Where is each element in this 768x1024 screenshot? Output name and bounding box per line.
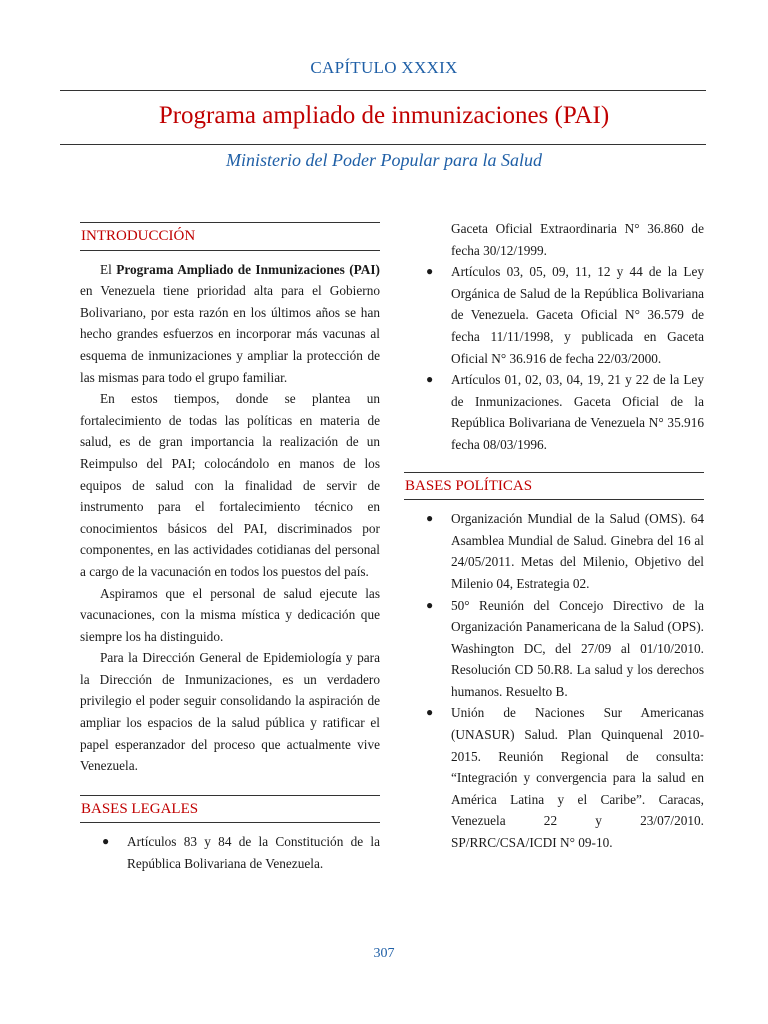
right-column	[404, 218, 704, 854]
political-list	[404, 508, 704, 854]
page-title: Programa ampliado de inmunizaciones (PAI)	[158, 102, 610, 129]
bullet-icon: ●	[426, 264, 434, 279]
bullet-icon: ●	[426, 511, 434, 526]
header-rule-top	[60, 90, 706, 91]
intro-paragraph-3: Aspiramos que el personal de salud ejecute las vacunaciones, con la misma mística y dedicación que siempre los ha distinguido.	[80, 585, 380, 644]
list-item: ● Artículos 01, 02, 03, 04, 19, 21 y 22 de la Ley de Inmunizaciones. Gaceta Oficial de la República Bolivariana de Venezuela N° 35.916 fecha 08/03/1996.	[404, 369, 704, 455]
legal-item-continuation: Gaceta Oficial Extraordinaria N° 36.860 de fecha 30/12/1999.	[451, 221, 704, 258]
intro-heading: INTRODUCCIÓN	[80, 222, 380, 251]
header-rule-bottom	[60, 144, 706, 145]
bullet-icon: ●	[426, 372, 434, 387]
legal-list	[80, 831, 380, 874]
list-item: ● Artículos 83 y 84 de la Constitución de la República Bolivariana de Venezuela.	[80, 831, 380, 874]
list-item: ● Organización Mundial de la Salud (OMS). 64 Asamblea Mundial de Salud. Ginebra del 16 al 24/05/2011. Metas del Milenio, Objetivo del Milenio 04, Estrategia 02.	[404, 508, 704, 594]
political-heading: BASES POLÍTICAS	[404, 472, 704, 501]
bullet-icon: ●	[426, 597, 434, 612]
intro-paragraph-2: En estos tiempos, donde se plantea un fortalecimiento de todas las políticas en materia de salud, es de gran importancia la realización de un Reimpulso del PAI; colocándolo en manos de los equipos de salud con la finalidad de servir de instrumento para el fortalecimiento técnico en conocimientos básicos del PAI, discriminados por componentes, en las actividades cotidianas del personal a cargo de la vacunación en todos los puestos del país.	[80, 391, 380, 579]
intro-paragraph-4: Para la Dirección General de Epidemiología y para la Dirección de Inmunizaciones, es un verdadero privilegio el poder seguir consolidando la aspiración de ampliar los espacios de la salud pública y ratificar el papel esperanzador del proceso que actualmente vive Venezuela.	[80, 650, 380, 774]
page-number: 307	[373, 946, 395, 961]
legal-heading: BASES LEGALES	[80, 795, 380, 824]
legal-list-continued	[404, 261, 704, 455]
list-item: ● Artículos 03, 05, 09, 11, 12 y 44 de la Ley Orgánica de Salud de la República Bolivariana de Venezuela. Gaceta Oficial N° 36.579 de fecha 11/11/1998, y publicada en Gaceta Oficial N° 36.916 de fecha 22/03/2000.	[404, 261, 704, 369]
bullet-icon: ●	[426, 705, 434, 720]
list-item: ● 50° Reunión del Concejo Directivo de la Organización Panamericana de la Salud (OPS). Washington DC, del 27/09 al 01/10/2010. Resolución CD 50.R8. La salud y los derechos humanos. Resuelto B.	[404, 595, 704, 703]
intro-paragraph-1: El Programa Ampliado de Inmunizaciones (PAI) en Venezuela tiene prioridad alta para el Gobierno Bolivariano, por esta razón en los últimos años se han hecho grandes esfuerzos en incorporar más vacunas al esquema de inmunizaciones y ampliar la protección de las mismas para todo el grupo familiar.	[80, 261, 380, 385]
page-subtitle: Ministerio del Poder Popular para la Salud	[226, 150, 542, 170]
list-item: ● Unión de Naciones Sur Americanas (UNASUR) Salud. Plan Quinquenal 2010-2015. Reunión Regional de consulta: “Integración y convergencia para la salud en América Latina y el Caribe”. Caracas, Venezuela 22 y 23/07/2010. SP/RRC/CSA/ICDI N° 09-10.	[404, 702, 704, 853]
chapter-label: CAPÍTULO XXXIX	[310, 58, 458, 77]
bullet-icon: ●	[102, 834, 110, 849]
left-column	[80, 222, 380, 875]
